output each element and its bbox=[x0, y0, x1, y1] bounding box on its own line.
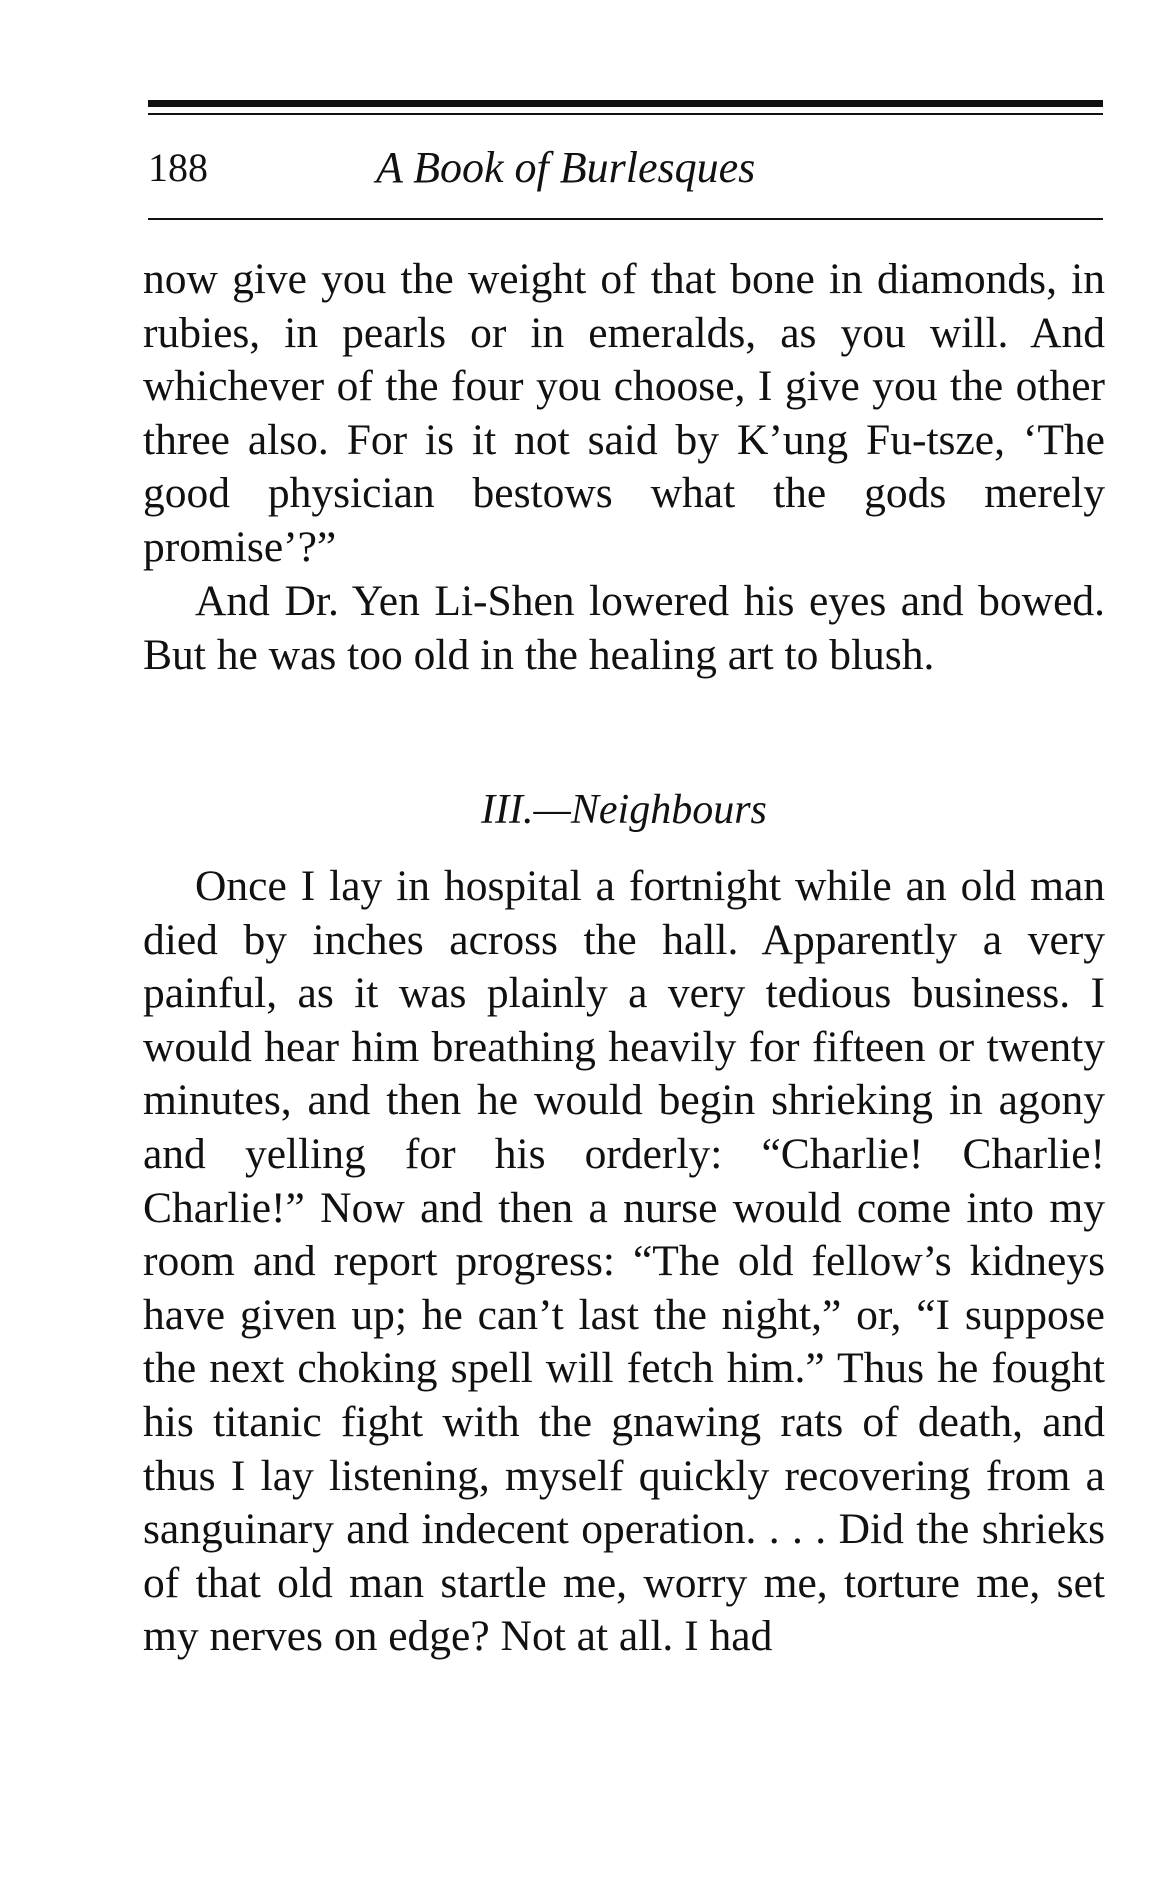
section-heading: III.—Neighbours bbox=[481, 787, 767, 833]
header-rule bbox=[148, 218, 1103, 220]
top-rule-thin bbox=[148, 113, 1103, 115]
running-title: A Book of Burlesques bbox=[376, 143, 756, 192]
paragraph-continuation: now give you the weight of that bone in diamonds, in rubies, in pearls or in emeralds, as you will. And whichever of the four you choose, I give you the other three also. For is it not said by K’ung Fu-tsze, ‘The good physician bestows what the gods merely promise’?” bbox=[143, 255, 1105, 571]
paragraph-neighbours: Once I lay in hospital a fortnight while an old man died by inches across the hall. Apparently a very painful, as it was plainly a very tedious business. I would hear him breathing heavily for fifteen or twenty minutes, and then he would begin shrieking in agony and yelling for his orderly: “Charlie! Charlie! Charlie!” Now and then a nurse would come into my room and report progress: “The old fellow’s kidneys have given up; he can’t last the night,” or, “I suppose the next choking spell will fetch him.” Thus he fought his titanic fight with the gnawing rats of death, and thus I lay listening, myself quickly recovering from a sanguinary and indecent operation. . . . Did the shrieks of that old man startle me, worry me, torture me, set my nerves on edge? Not at all. I had bbox=[143, 862, 1105, 1661]
page-header bbox=[148, 138, 1103, 198]
page-number: 188 bbox=[148, 145, 208, 190]
top-rule-thick bbox=[148, 100, 1103, 107]
paragraph-yen-li-shen: And Dr. Yen Li-Shen lowered his eyes and bowed. But he was too old in the healing art to blush. bbox=[143, 577, 1105, 679]
